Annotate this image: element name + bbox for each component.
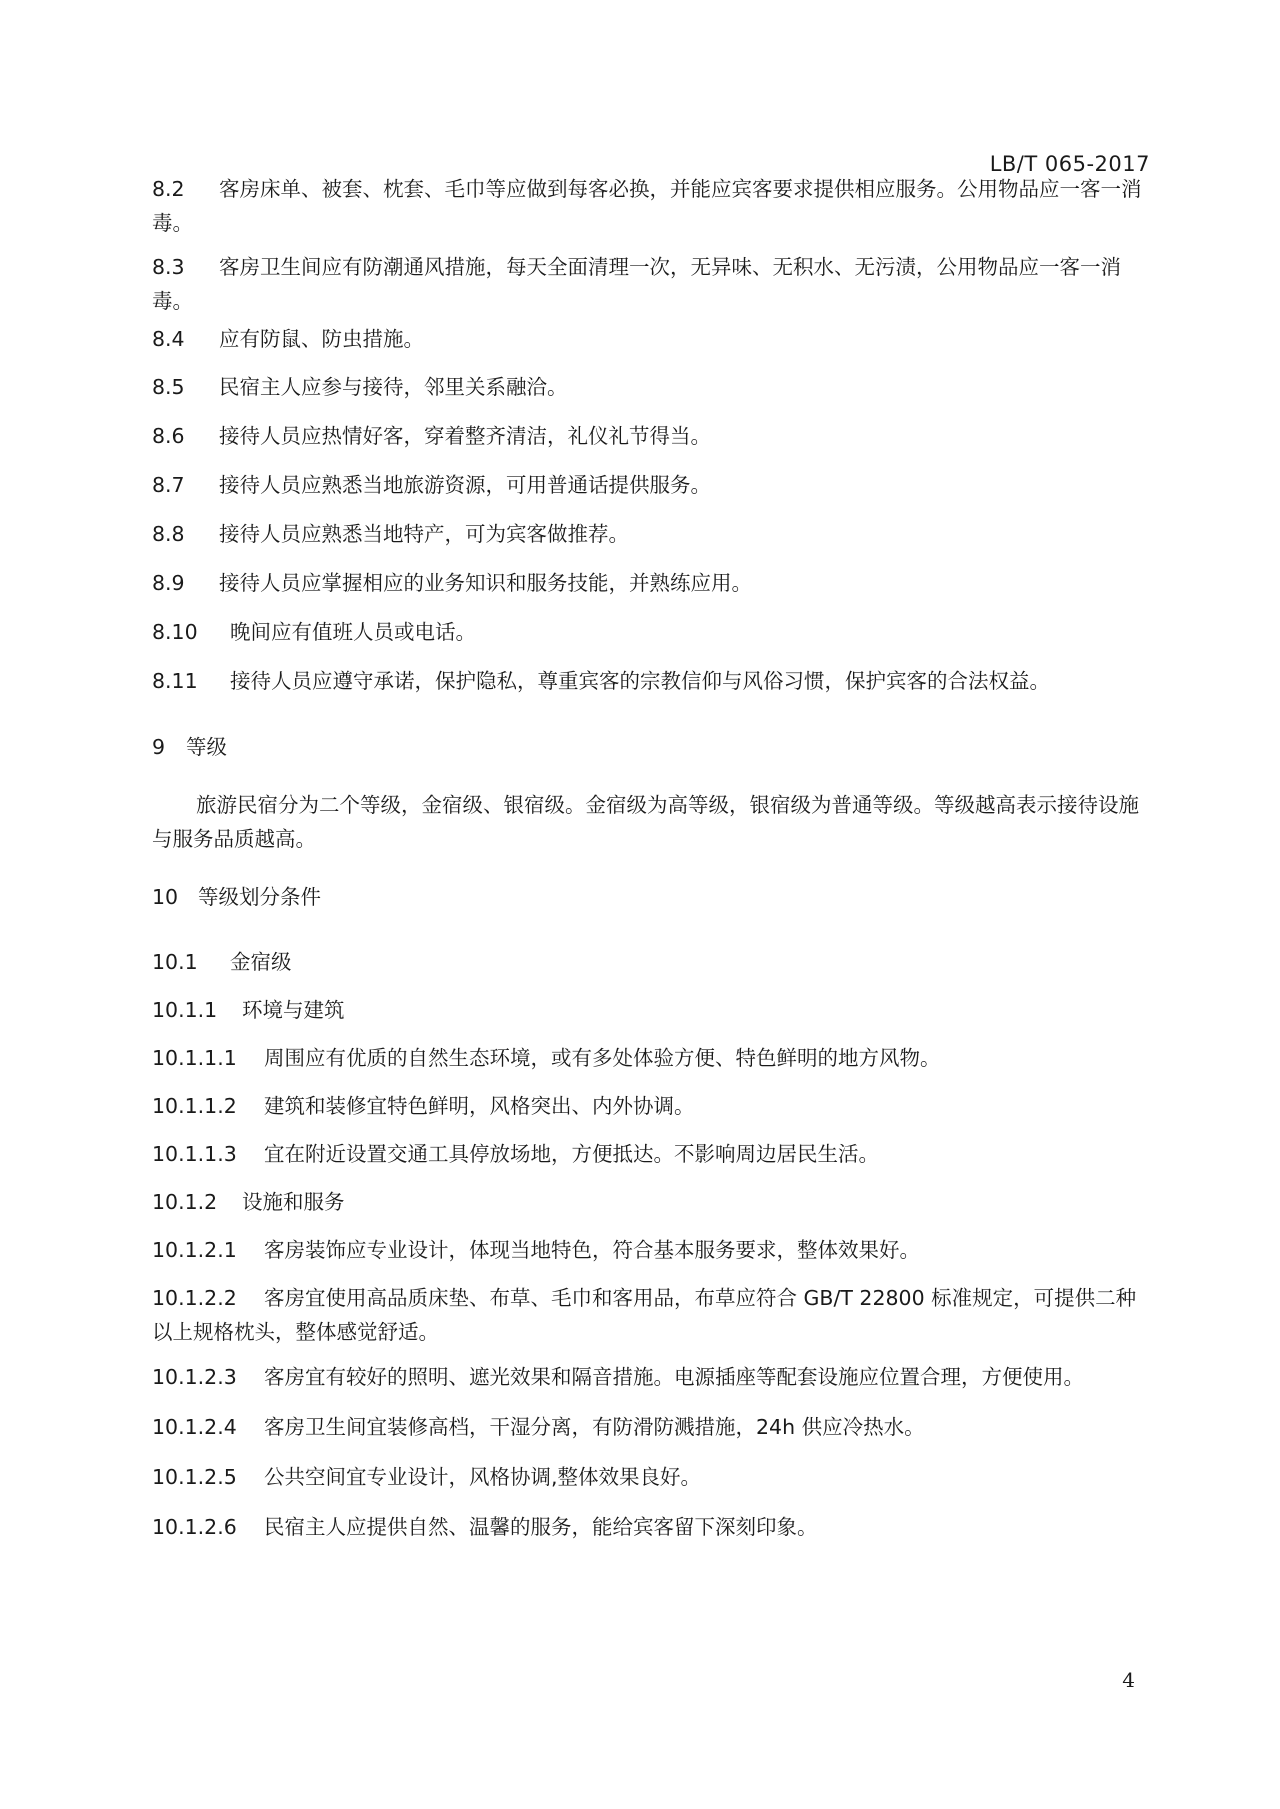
clause-number: 10.1.2.3: [152, 1365, 237, 1389]
clause-text: 接待人员应遵守承诺，保护隐私，尊重宾客的宗教信仰与风俗习惯，保护宾客的合法权益。: [230, 669, 1050, 693]
clause-number: 8.6: [152, 424, 185, 448]
clause-8-10: [152, 615, 1147, 649]
clause-text: 接待人员应熟悉当地旅游资源，可用普通话提供服务。: [219, 473, 711, 497]
clause-8-11: [152, 664, 1147, 698]
section-10-1-heading: [152, 945, 1147, 979]
clause-text: 客房装饰应专业设计，体现当地特色，符合基本服务要求，整体效果好。: [264, 1238, 920, 1262]
clause-text: 客房宜使用高品质床垫、布草、毛巾和客用品，布草应符合 GB/T 22800 标准规定，可提供二种以上规格枕头，整体感觉舒适。: [152, 1286, 1137, 1344]
section-9-heading: [152, 730, 1147, 764]
clause-number: 10.1.2.6: [152, 1515, 237, 1539]
clause-text: 周围应有优质的自然生态环境，或有多处体验方便、特色鲜明的地方风物。: [264, 1046, 941, 1070]
clause-number: 10.1.2.2: [152, 1286, 237, 1310]
section-number: 9: [152, 735, 166, 759]
section-title: 环境与建筑: [242, 998, 345, 1022]
clause-text: 应有防鼠、防虫措施。: [219, 327, 424, 351]
clause-10-1-1-2: [152, 1089, 1147, 1123]
clause-10-1-2-5: [152, 1460, 1147, 1494]
clause-number: 8.2: [152, 177, 185, 201]
clause-text: 建筑和装修宜特色鲜明，风格突出、内外协调。: [264, 1094, 695, 1118]
clause-8-9: [152, 566, 1147, 600]
section-number: 10: [152, 885, 179, 909]
clause-text: 客房床单、被套、枕套、毛巾等应做到每客必换，并能应宾客要求提供相应服务。公用物品应一客一消毒。: [152, 177, 1142, 235]
clause-text: 接待人员应熟悉当地特产，可为宾客做推荐。: [219, 522, 629, 546]
section-title: 设施和服务: [242, 1190, 345, 1214]
clause-number: 10.1.1.3: [152, 1142, 237, 1166]
clause-text: 民宿主人应参与接待，邻里关系融洽。: [219, 375, 568, 399]
clause-10-1-2-4: [152, 1410, 1147, 1444]
clause-10-1-2-3: [152, 1360, 1147, 1394]
clause-text: 宜在附近设置交通工具停放场地，方便抵达。不影响周边居民生活。: [264, 1142, 879, 1166]
clause-number: 10.1.2.5: [152, 1465, 237, 1489]
section-title: 等级划分条件: [198, 885, 321, 909]
clause-number: 8.5: [152, 375, 185, 399]
section-10-1-2-heading: [152, 1185, 1147, 1219]
clause-text: 客房卫生间宜装修高档，干湿分离，有防滑防溅措施，24h 供应冷热水。: [264, 1415, 925, 1439]
clause-number: 10.1.2.4: [152, 1415, 237, 1439]
section-10-1-1-heading: [152, 993, 1147, 1027]
section-number: 10.1.2: [152, 1190, 218, 1214]
clause-10-1-2-1: [152, 1233, 1147, 1267]
clause-number: 10.1.1.2: [152, 1094, 237, 1118]
section-9-paragraph: 旅游民宿分为二个等级，金宿级、银宿级。金宿级为高等级，银宿级为普通等级。等级越高表示接待设施与服务品质越高。: [152, 793, 1139, 851]
clause-8-3: [152, 250, 1147, 318]
clause-text: 公共空间宜专业设计，风格协调,整体效果良好。: [264, 1465, 702, 1489]
clause-8-5: [152, 370, 1147, 404]
clause-8-4: [152, 322, 1147, 356]
section-title: 金宿级: [230, 950, 292, 974]
clause-8-2: [152, 172, 1147, 240]
clause-number: 10.1.2.1: [152, 1238, 237, 1262]
clause-10-1-2-2: [152, 1281, 1147, 1349]
clause-10-1-2-6: [152, 1510, 1147, 1544]
clause-number: 8.9: [152, 571, 185, 595]
clause-number: 8.10: [152, 620, 198, 644]
clause-number: 8.3: [152, 255, 185, 279]
section-title: 等级: [186, 735, 227, 759]
clause-number: 8.11: [152, 669, 198, 693]
clause-8-6: [152, 419, 1147, 453]
section-number: 10.1.1: [152, 998, 218, 1022]
clause-number: 10.1.1.1: [152, 1046, 237, 1070]
clause-text: 民宿主人应提供自然、温馨的服务，能给宾客留下深刻印象。: [264, 1515, 818, 1539]
section-10-heading: [152, 880, 1147, 914]
section-number: 10.1: [152, 950, 198, 974]
clause-8-8: [152, 517, 1147, 551]
clause-text: 接待人员应掌握相应的业务知识和服务技能，并熟练应用。: [219, 571, 752, 595]
clause-10-1-1-1: [152, 1041, 1147, 1075]
clause-8-7: [152, 468, 1147, 502]
clause-text: 晚间应有值班人员或电话。: [230, 620, 476, 644]
clause-text: 客房卫生间应有防潮通风措施，每天全面清理一次，无异味、无积水、无污渍，公用物品应一客一消毒。: [152, 255, 1121, 313]
standard-code: LB/T 065-2017: [989, 152, 1150, 176]
page-number: 4: [1122, 1668, 1135, 1692]
clause-number: 8.7: [152, 473, 185, 497]
clause-number: 8.8: [152, 522, 185, 546]
clause-10-1-1-3: [152, 1137, 1147, 1171]
clause-text: 接待人员应热情好客，穿着整齐清洁，礼仪礼节得当。: [219, 424, 711, 448]
clause-number: 8.4: [152, 327, 185, 351]
clause-text: 客房宜有较好的照明、遮光效果和隔音措施。电源插座等配套设施应位置合理，方便使用。: [264, 1365, 1084, 1389]
